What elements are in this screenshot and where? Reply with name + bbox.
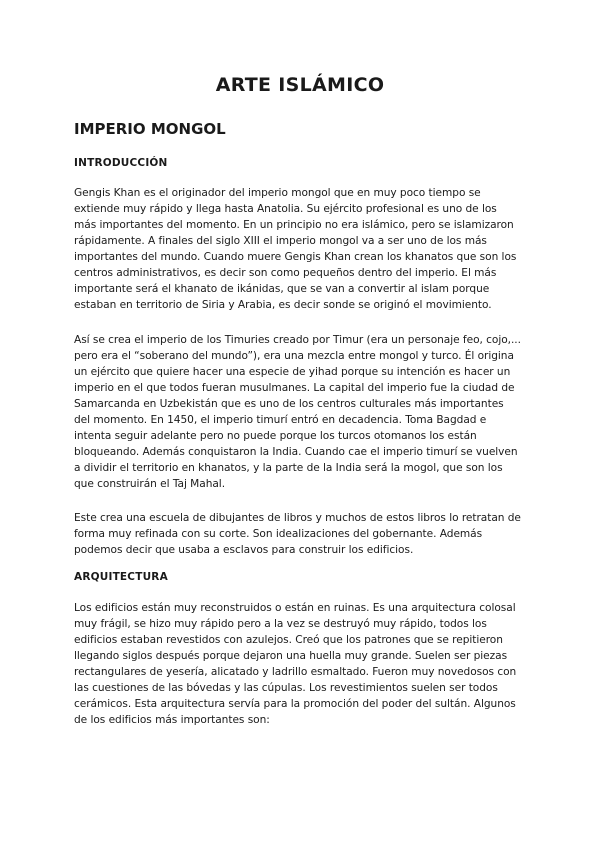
text-line: Gengis Khan es el originador del imperio mongol que en muy poco tiempo se bbox=[74, 187, 481, 199]
text-line: Samarcanda en Uzbekistán que es uno de los centros culturales más importantes bbox=[74, 398, 504, 410]
text-line: estaban en territorio de Siria y Arabia, es decir sonde se originó el movimiento. bbox=[74, 299, 492, 311]
text-line: más importantes del momento. En un principio no era islámico, pero se islamizaron bbox=[74, 219, 514, 231]
text-line: rectangulares de yesería, alicatado y ladrillo esmaltado. Fueron muy novedosos con bbox=[74, 666, 517, 678]
text-line: que construirán el Taj Mahal. bbox=[74, 478, 226, 490]
text-line: a dividir el territorio en khanatos, y la parte de la India será la mogol, que son los bbox=[74, 462, 503, 474]
text-line: intenta seguir adelante pero no puede porque los turcos otomanos los están bbox=[74, 430, 477, 442]
text-line: llegando siglos después porque dejaron una huella muy grande. Suelen ser piezas bbox=[74, 650, 508, 662]
text-line: pero era el “soberano del mundo”), era una mezcla entre mongol y turco. Él origina bbox=[74, 350, 514, 362]
architecture-heading: ARQUITECTURA bbox=[74, 571, 168, 583]
text-line: importantes del mundo. Cuando muere Gengis Khan crean los khanatos que son los bbox=[74, 251, 517, 263]
text-line: importante será el khanato de ikánidas, que se van a convertir al islam porque bbox=[74, 283, 490, 295]
intro-paragraph-3 bbox=[74, 510, 532, 558]
text-line: un ejército que quiere hacer una especie de yihad porque su intención es hacer un bbox=[74, 366, 511, 378]
text-line: podemos decir que usaba a esclavos para construir los edificios. bbox=[74, 544, 414, 556]
architecture-paragraph bbox=[74, 600, 532, 728]
text-line: las cuestiones de las bóvedas y las cúpulas. Los revestimientos suelen ser todos bbox=[74, 682, 498, 694]
text-line: forma muy refinada con su corte. Son idealizaciones del gobernante. Además bbox=[74, 528, 483, 540]
document-title: ARTE ISLÁMICO bbox=[215, 74, 385, 96]
text-line: del momento. En 1450, el imperio timurí entró en decadencia. Toma Bagdad e bbox=[74, 414, 487, 426]
text-line: de los edificios más importantes son: bbox=[74, 714, 270, 726]
intro-paragraph-1 bbox=[74, 185, 532, 313]
text-line: edificios estaban revestidos con azulejos. Creó que los patrones que se repitieron bbox=[74, 634, 503, 646]
text-line: muy frágil, se hizo muy rápido pero a la vez se destruyó muy rápido, todos los bbox=[74, 618, 487, 630]
text-line: Así se crea el imperio de los Timuries creado por Timur (era un personaje feo, cojo,... bbox=[74, 334, 521, 346]
text-line: centros administrativos, es decir son como pequeños dentro del imperio. El más bbox=[74, 267, 497, 279]
text-line: imperio en el que todos fueran musulmanes. La capital del imperio fue la ciudad de bbox=[74, 382, 515, 394]
text-line: bloqueando. Además conquistaron la India. Cuando cae el imperio timurí se vuelven bbox=[74, 446, 518, 458]
text-line: Los edificios están muy reconstruidos o están en ruinas. Es una arquitectura colosal bbox=[74, 602, 516, 614]
intro-paragraph-2 bbox=[74, 332, 532, 492]
text-line: extiende muy rápido y llega hasta Anatolia. Su ejército profesional es uno de los bbox=[74, 203, 497, 215]
section-title: IMPERIO MONGOL bbox=[74, 120, 226, 138]
text-line: rápidamente. A finales del siglo XIII el imperio mongol va a ser uno de los más bbox=[74, 235, 487, 247]
intro-heading: INTRODUCCIÓN bbox=[74, 157, 168, 169]
text-line: Este crea una escuela de dibujantes de libros y muchos de estos libros lo retratan de bbox=[74, 512, 521, 524]
text-line: cerámicos. Esta arquitectura servía para la promoción del poder del sultán. Algunos bbox=[74, 698, 516, 710]
